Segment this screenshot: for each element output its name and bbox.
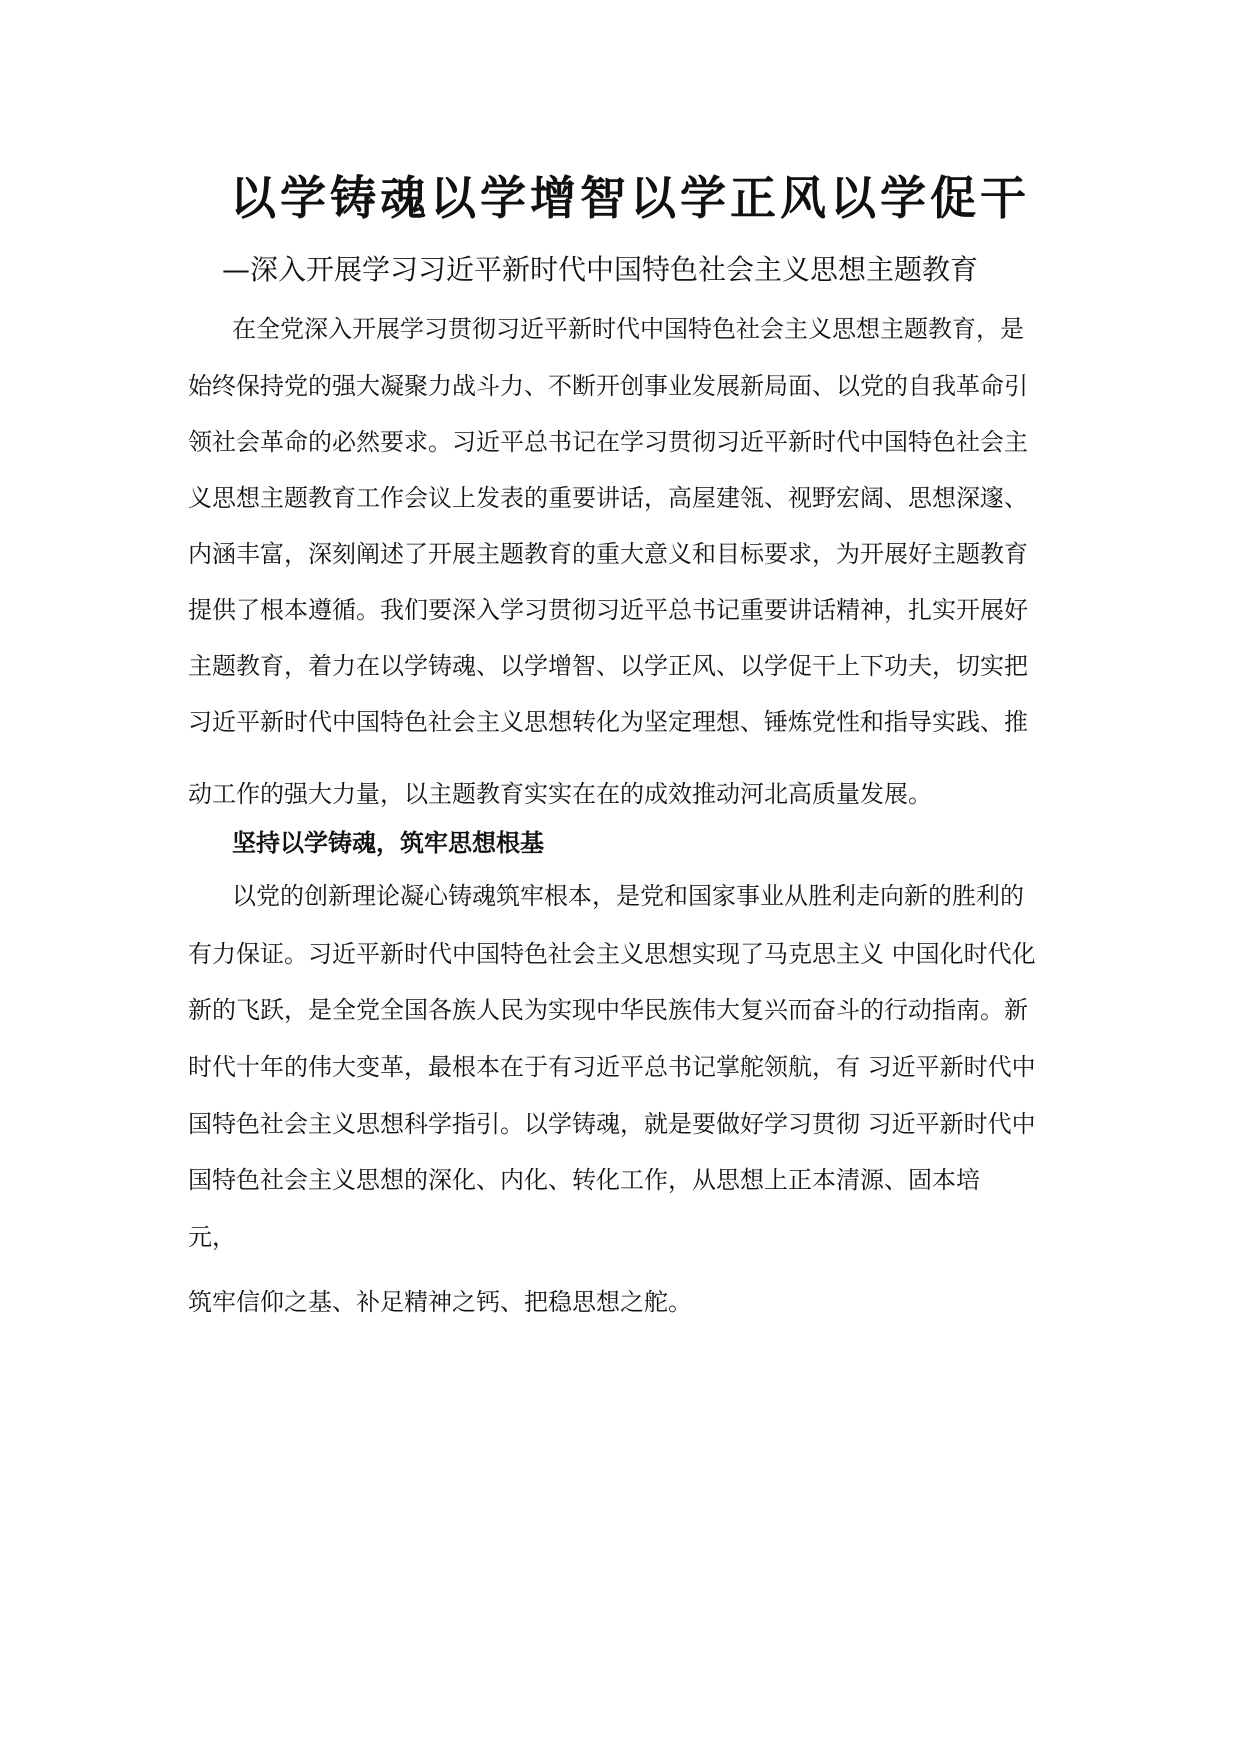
paragraph-line: 以党的创新理论凝心铸魂筑牢根本，是党和国家事业从胜利走向新的胜利的 [232,882,1024,910]
paragraph-line: 内涵丰富，深刻阐述了开展主题教育的重大意义和目标要求，为开展好主题教育 [188,540,1028,568]
paragraph-line: 习近平新时代中国特色社会主义思想转化为坚定理想、锤炼党性和指导实践、推 [188,708,1028,736]
page-subtitle: —深入开展学习习近平新时代中国特色社会主义思想主题教育 [222,253,979,286]
paragraph-line: 始终保持党的强大凝聚力战斗力、不断开创事业发展新局面、以党的自我革命引 [188,372,1028,400]
paragraph-line: 筑牢信仰之基、补足精神之钙、把稳思想之舵。 [188,1288,692,1316]
paragraph-line: 义思想主题教育工作会议上发表的重要讲话，高屋建瓴、视野宏阔、思想深邃、 [188,484,1028,512]
paragraph-line: 主题教育，着力在以学铸魂、以学增智、以学正风、以学促干上下功夫，切实把 [188,652,1028,680]
paragraph-line: 时代十年的伟大变革，最根本在于有习近平总书记掌舵领航，有 习近平新时代中 [188,1053,1036,1081]
paragraph-line: 国特色社会主义思想的深化、内化、转化工作，从思想上正本清源、固本培 [188,1166,980,1194]
paragraph-line: 在全党深入开展学习贯彻习近平新时代中国特色社会主义思想主题教育，是 [232,315,1024,343]
paragraph-line: 领社会革命的必然要求。习近平总书记在学习贯彻习近平新时代中国特色社会主 [188,428,1028,456]
section-heading: 坚持以学铸魂，筑牢思想根基 [232,829,544,857]
paragraph-line: 动工作的强大力量，以主题教育实实在在的成效推动河北高质量发展。 [188,780,932,808]
page-title: 以学铸魂以学增智以学正风以学促干 [230,171,1030,225]
paragraph-line: 有力保证。习近平新时代中国特色社会主义思想实现了马克思主义 中国化时代化 [188,940,1036,968]
paragraph-line: 提供了根本遵循。我们要深入学习贯彻习近平总书记重要讲话精神，扎实开展好 [188,596,1028,624]
paragraph-line: 元， [188,1223,236,1251]
paragraph-line: 国特色社会主义思想科学指引。以学铸魂，就是要做好学习贯彻 习近平新时代中 [188,1110,1036,1138]
paragraph-line: 新的飞跃，是全党全国各族人民为实现中华民族伟大复兴而奋斗的行动指南。新 [188,996,1028,1024]
